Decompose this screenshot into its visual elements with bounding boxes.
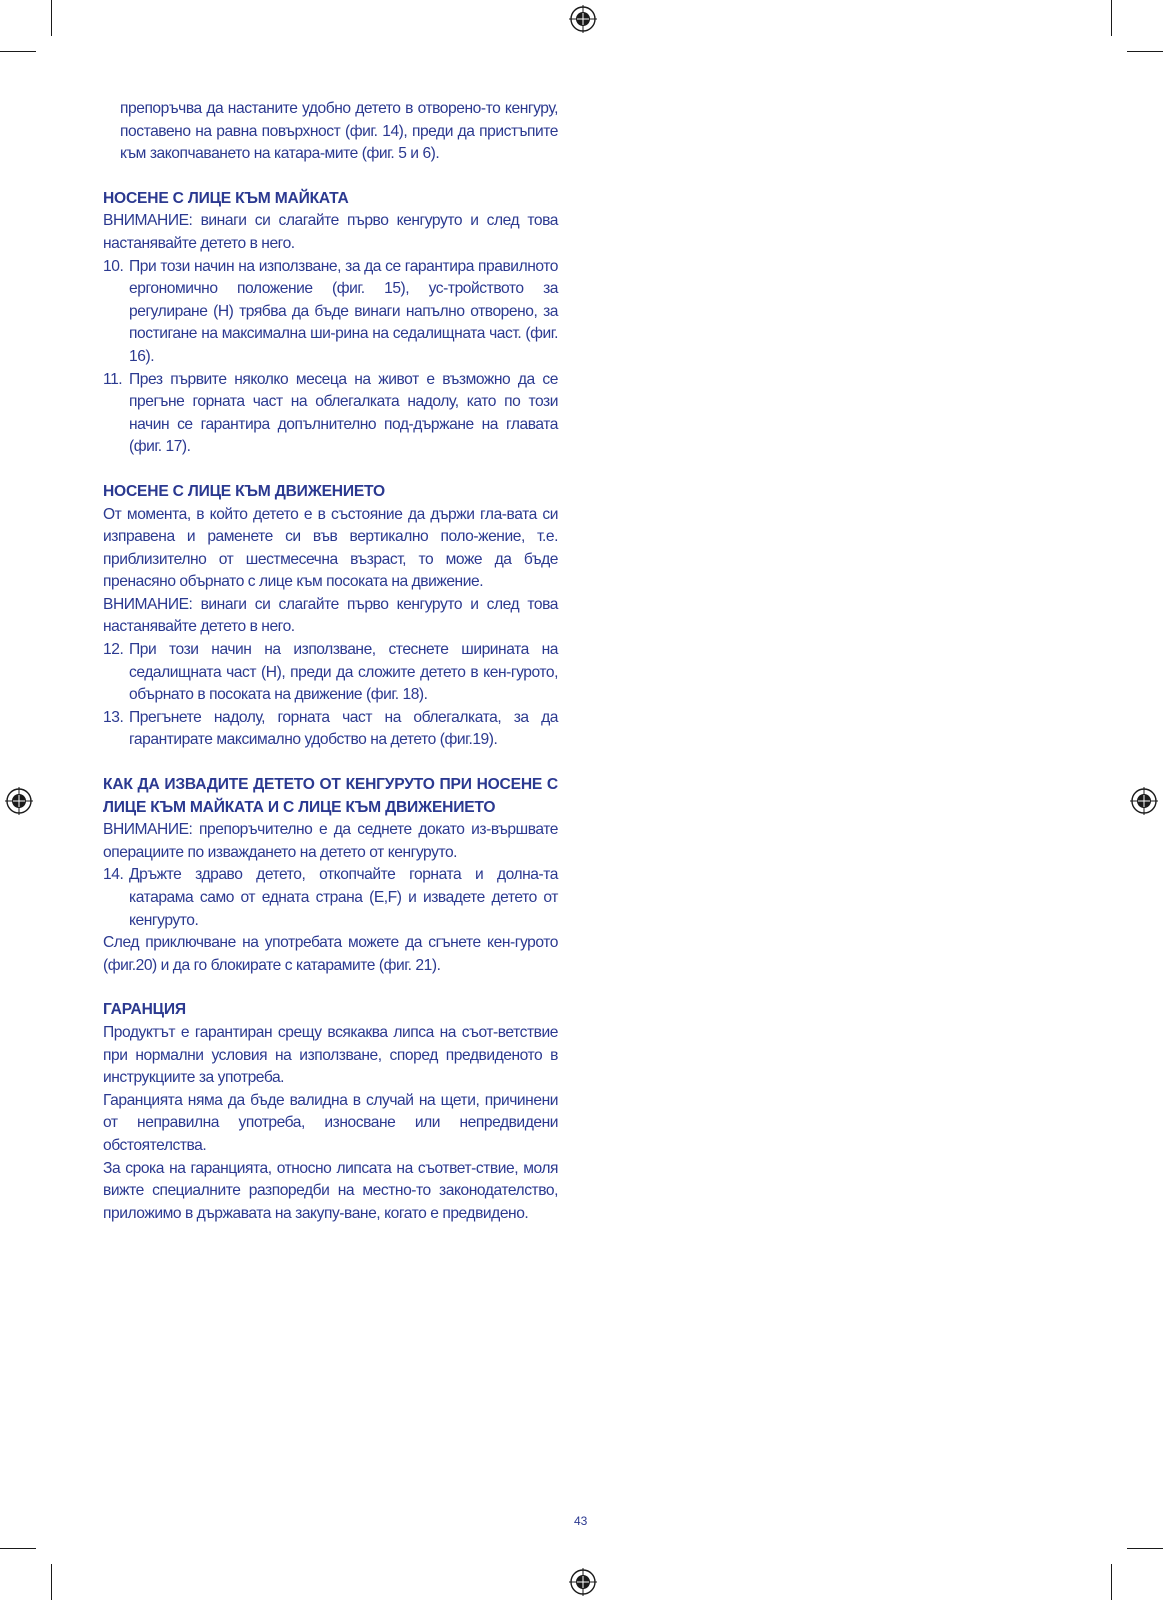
list-item-text: През първите няколко месеца на живот е възможно да се прегъне горната част на облегалката надолу, като по този начин се гарантира допълнително под-държане на главата (фиг. 17). [129,370,558,456]
text-column [103,98,558,1225]
crop-mark-bottom-left-h [0,1548,36,1549]
list-item [103,369,558,459]
list-item [103,639,558,707]
warning-paragraph: ВНИМАНИЕ: винаги си слагайте първо кенгуруто и след това настанявайте детето в него. [103,212,558,252]
section-title-warranty: ГАРАНЦИЯ [103,1001,186,1019]
intro-paragraph: препоръчва да настаните удобно детето в отворено-то кенгуру, поставено на равна повърхност (фиг. 14), преди да пристъпите към закопчаването на катара-мите (фиг. 5 и 6). [120,100,558,163]
section-title-removing-child: КАК ДА ИЗВАДИТЕ ДЕТЕТО ОТ КЕНГУРУТО ПРИ НОСЕНЕ С ЛИЦЕ КЪМ МАЙКАТА И С ЛИЦЕ КЪМ ДВИЖЕНИЕТО [103,776,558,816]
list-item-text: При този начин на използване, стеснете ширината на седалищната част (H), преди да сложите детето в кен-гурото, обърнато в посоката на движение (фиг. 18). [129,641,558,704]
crop-mark-bottom-left-v [51,1564,52,1600]
warning-paragraph: ВНИМАНИЕ: винаги си слагайте първо кенгуруто и след това настанявайте детето в него. [103,595,558,636]
list-item [103,256,558,369]
crop-mark-bottom-right-h [1127,1548,1163,1549]
crop-mark-top-left-v [51,0,52,36]
list-item-number: 10. [103,257,124,275]
registration-mark-right-icon [1129,786,1159,816]
list-item-text: При този начин на използване, за да се гарантира правилното ергономично положение (фиг. 15), ус-тройството за регулиране (H) трябва да бъде винаги напълно отворено, за постигане на максимална ши-рина на седалищната част. (фиг. 16). [129,257,558,365]
list-item-text: Дръжте здраво детето, откопчайте горната и долна-та катарама само от едната страна (E,F) и извадете детето от кенгуруто. [129,866,558,929]
crop-mark-top-left-h [0,51,36,52]
crop-mark-top-right-v [1111,0,1112,36]
crop-mark-bottom-right-v [1111,1564,1112,1600]
list-item [103,707,558,752]
crop-mark-top-right-h [1127,51,1163,52]
list-item-number: 11. [103,370,123,388]
list-item-text: Прегънете надолу, горната част на облегалката, за да гарантирате максимално удобство на детето (фиг.19). [129,708,558,749]
list-item-number: 14. [103,866,124,884]
body-paragraph: Продуктът е гарантиран срещу всякаква липса на съот-ветствие при нормални условия на използване, според предвиденото в инструкциите за употреба. [103,1023,558,1087]
registration-mark-top-icon [568,4,598,34]
section-title-facing-forward: НОСЕНЕ С ЛИЦЕ КЪМ ДВИЖЕНИЕТО [103,482,385,500]
list-item [103,864,558,932]
list-item-number: 13. [103,708,124,726]
body-paragraph: Гаранцията няма да бъде валидна в случай на щети, причинени от неправилна употреба, износване или непредвидени обстоятелства. [103,1091,558,1154]
warning-paragraph: ВНИМАНИЕ: препоръчително е да седнете докато из-вършвате операциите по изваждането на детето от кенгуруто. [103,821,558,861]
section-title-facing-mother: НОСЕНЕ С ЛИЦЕ КЪМ МАЙКАТА [103,189,349,207]
body-paragraph: След приключване на употребата можете да сгънете кен-гурото (фиг.20) и да го блокирате с катарамите (фиг. 21). [103,934,558,974]
body-paragraph: От момента, в който детето е в състояние да държи гла-вата си изправена и раменете си във вертикално поло-жение, т.е. приблизително от шестмесечна възраст, то може да бъде пренасяно обърнато с лице към посоката на движение. [103,505,558,591]
registration-mark-bottom-icon [568,1567,598,1597]
registration-mark-left-icon [4,786,34,816]
page-number: 43 [574,1514,588,1528]
list-item-number: 12. [103,641,124,659]
body-paragraph: За срока на гаранцията, относно липсата на съответ-ствие, моля вижте специалните разпоредби на местно-то законодателство, приложимо в държавата на закупу-ване, когато е предвидено. [103,1159,558,1222]
